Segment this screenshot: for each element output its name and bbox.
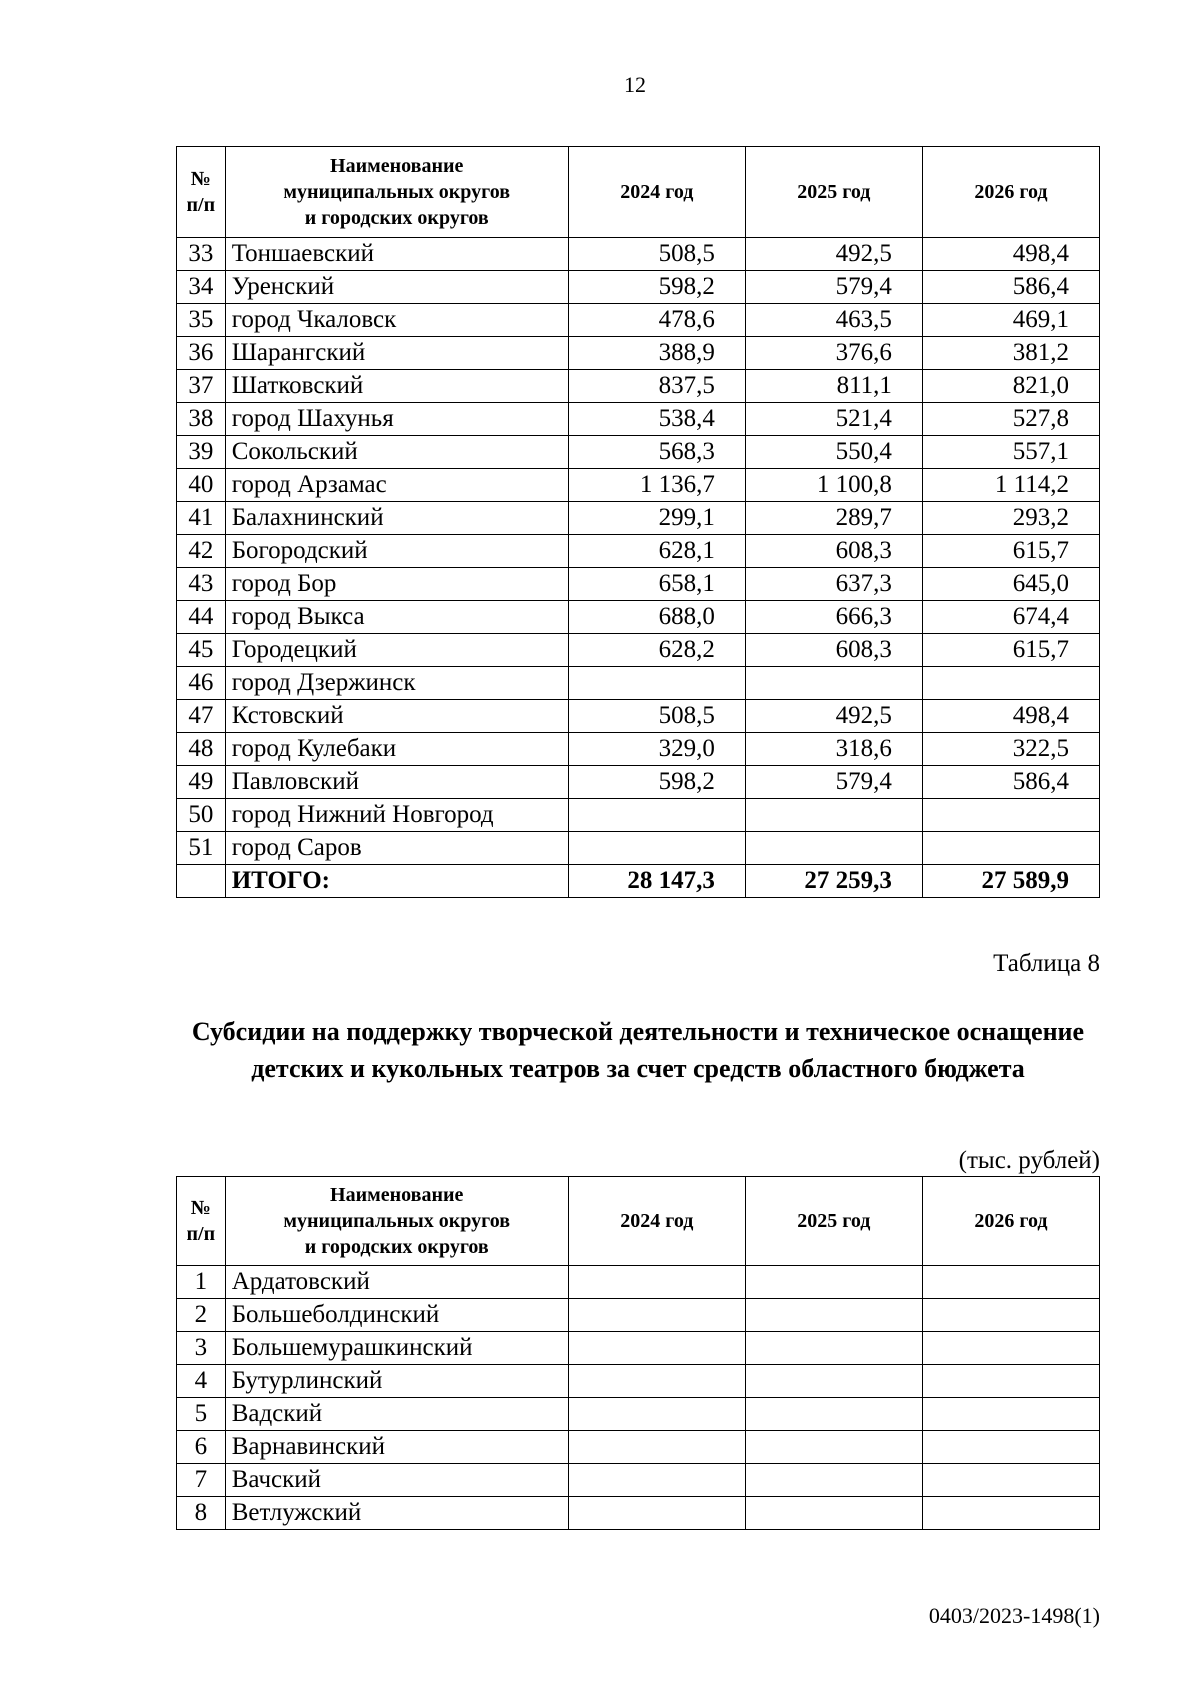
table-row [177, 1299, 1100, 1332]
value-2025 [745, 1266, 922, 1299]
row-number: 35 [177, 304, 226, 337]
row-number: 50 [177, 799, 226, 832]
value-2024: 688,0 [568, 601, 745, 634]
row-number: 47 [177, 700, 226, 733]
total-2024: 28 147,3 [568, 865, 745, 898]
value-2025 [745, 832, 922, 865]
value-2024: 658,1 [568, 568, 745, 601]
row-number: 45 [177, 634, 226, 667]
table-title: Субсидии на поддержку творческой деятельности и техническое оснащение детских и кукольных театров за счет средств областного бюджета [191, 1017, 1085, 1083]
value-2025: 492,5 [745, 238, 922, 271]
value-2025: 463,5 [745, 304, 922, 337]
value-2026: 821,0 [922, 370, 1099, 403]
table-row [177, 535, 1100, 568]
row-number: 43 [177, 568, 226, 601]
table-row [177, 1332, 1100, 1365]
value-2026 [922, 799, 1099, 832]
table-row [177, 271, 1100, 304]
row-number: 42 [177, 535, 226, 568]
value-2026: 674,4 [922, 601, 1099, 634]
municipality-name: Бутурлинский [225, 1365, 568, 1398]
table-row [177, 370, 1100, 403]
row-number: 36 [177, 337, 226, 370]
row-number: 6 [177, 1431, 226, 1464]
table-row [177, 766, 1100, 799]
subsidy-table-continued [176, 146, 1100, 898]
header-number: № п/п [177, 1177, 226, 1266]
row-number: 51 [177, 832, 226, 865]
municipality-name: город Бор [225, 568, 568, 601]
value-2025: 608,3 [745, 535, 922, 568]
header-2024: 2024 год [568, 1177, 745, 1266]
municipality-name: Большемурашкинский [225, 1332, 568, 1365]
header-name: Наименование муниципальных округов и городских округов [225, 147, 568, 238]
value-2025 [745, 1299, 922, 1332]
value-2024 [568, 1431, 745, 1464]
value-2026 [922, 1497, 1099, 1530]
row-number: 40 [177, 469, 226, 502]
table-row [177, 700, 1100, 733]
table-header-row [177, 147, 1100, 238]
value-2025: 318,6 [745, 733, 922, 766]
value-2024: 1 136,7 [568, 469, 745, 502]
municipality-name: город Выкса [225, 601, 568, 634]
total-number-cell [177, 865, 226, 898]
table-row [177, 601, 1100, 634]
value-2025 [745, 799, 922, 832]
value-2026: 1 114,2 [922, 469, 1099, 502]
value-2026: 381,2 [922, 337, 1099, 370]
municipality-name: Богородский [225, 535, 568, 568]
row-number: 1 [177, 1266, 226, 1299]
value-2026: 498,4 [922, 700, 1099, 733]
table-header-row [177, 1177, 1100, 1266]
row-number: 41 [177, 502, 226, 535]
row-number: 44 [177, 601, 226, 634]
municipality-name: город Шахунья [225, 403, 568, 436]
value-2024 [568, 1266, 745, 1299]
value-2024 [568, 667, 745, 700]
row-number: 38 [177, 403, 226, 436]
table-row [177, 799, 1100, 832]
value-2024: 837,5 [568, 370, 745, 403]
table-row [177, 667, 1100, 700]
table-row [177, 238, 1100, 271]
value-2024: 598,2 [568, 766, 745, 799]
municipality-name: Кстовский [225, 700, 568, 733]
table-row [177, 1497, 1100, 1530]
municipality-name: Ветлужский [225, 1497, 568, 1530]
header-2026: 2026 год [922, 1177, 1099, 1266]
row-number: 34 [177, 271, 226, 304]
municipality-name: Варнавинский [225, 1431, 568, 1464]
value-2026: 645,0 [922, 568, 1099, 601]
row-number: 7 [177, 1464, 226, 1497]
table-row [177, 733, 1100, 766]
page-number: 12 [624, 72, 646, 97]
header-name: Наименование муниципальных округов и городских округов [225, 1177, 568, 1266]
value-2026 [922, 1431, 1099, 1464]
value-2026 [922, 1332, 1099, 1365]
table-body [177, 238, 1100, 898]
value-2024: 538,4 [568, 403, 745, 436]
value-2024: 508,5 [568, 238, 745, 271]
table-label: Таблица 8 [993, 950, 1100, 977]
municipality-name: Городецкий [225, 634, 568, 667]
value-2026 [922, 1299, 1099, 1332]
value-2025 [745, 1332, 922, 1365]
table-row [177, 436, 1100, 469]
value-2025: 289,7 [745, 502, 922, 535]
value-2026: 322,5 [922, 733, 1099, 766]
value-2024 [568, 1332, 745, 1365]
value-2024 [568, 832, 745, 865]
value-2026 [922, 1266, 1099, 1299]
value-2025 [745, 1431, 922, 1464]
value-2026 [922, 832, 1099, 865]
header-number: № п/п [177, 147, 226, 238]
municipality-name: Ардатовский [225, 1266, 568, 1299]
header-2025: 2025 год [745, 147, 922, 238]
municipality-name: город Дзержинск [225, 667, 568, 700]
value-2024: 329,0 [568, 733, 745, 766]
value-2026 [922, 1365, 1099, 1398]
row-number: 4 [177, 1365, 226, 1398]
table-row [177, 337, 1100, 370]
value-2026: 527,8 [922, 403, 1099, 436]
table-row [177, 469, 1100, 502]
value-2025: 637,3 [745, 568, 922, 601]
value-2025 [745, 1398, 922, 1431]
value-2024: 508,5 [568, 700, 745, 733]
value-2026: 615,7 [922, 535, 1099, 568]
value-2025 [745, 1464, 922, 1497]
value-2026: 586,4 [922, 271, 1099, 304]
total-2026: 27 589,9 [922, 865, 1099, 898]
value-2025: 608,3 [745, 634, 922, 667]
value-2024 [568, 799, 745, 832]
value-2025: 579,4 [745, 271, 922, 304]
value-2024 [568, 1365, 745, 1398]
total-label: ИТОГО: [225, 865, 568, 898]
table-row [177, 502, 1100, 535]
row-number: 33 [177, 238, 226, 271]
table-row [177, 1365, 1100, 1398]
value-2024: 478,6 [568, 304, 745, 337]
value-2024 [568, 1398, 745, 1431]
value-2026: 615,7 [922, 634, 1099, 667]
municipality-name: Большеболдинский [225, 1299, 568, 1332]
municipality-name: город Чкаловск [225, 304, 568, 337]
value-2025: 666,3 [745, 601, 922, 634]
table-row [177, 568, 1100, 601]
value-2026: 586,4 [922, 766, 1099, 799]
row-number: 49 [177, 766, 226, 799]
value-2025: 811,1 [745, 370, 922, 403]
row-number: 2 [177, 1299, 226, 1332]
row-number: 37 [177, 370, 226, 403]
value-2024: 388,9 [568, 337, 745, 370]
value-2025: 376,6 [745, 337, 922, 370]
document-code: 0403/2023-1498(1) [928, 1603, 1100, 1628]
municipality-name: город Арзамас [225, 469, 568, 502]
value-2026: 557,1 [922, 436, 1099, 469]
row-number: 48 [177, 733, 226, 766]
municipality-name: Шарангский [225, 337, 568, 370]
value-2024: 299,1 [568, 502, 745, 535]
value-2024 [568, 1464, 745, 1497]
total-row [177, 865, 1100, 898]
value-2024 [568, 1497, 745, 1530]
value-2024: 568,3 [568, 436, 745, 469]
table-row [177, 1431, 1100, 1464]
value-2025: 579,4 [745, 766, 922, 799]
value-2025: 492,5 [745, 700, 922, 733]
header-2025: 2025 год [745, 1177, 922, 1266]
value-2024 [568, 1299, 745, 1332]
value-2026: 498,4 [922, 238, 1099, 271]
municipality-name: город Нижний Новгород [225, 799, 568, 832]
value-2025 [745, 667, 922, 700]
total-2025: 27 259,3 [745, 865, 922, 898]
municipality-name: Вадский [225, 1398, 568, 1431]
row-number: 39 [177, 436, 226, 469]
municipality-name: город Саров [225, 832, 568, 865]
value-2025: 1 100,8 [745, 469, 922, 502]
value-2024: 598,2 [568, 271, 745, 304]
table-row [177, 634, 1100, 667]
value-2024: 628,1 [568, 535, 745, 568]
municipality-name: Шатковский [225, 370, 568, 403]
value-2025: 550,4 [745, 436, 922, 469]
theater-subsidy-table [176, 1176, 1100, 1530]
header-2024: 2024 год [568, 147, 745, 238]
table-row [177, 304, 1100, 337]
value-2026 [922, 1464, 1099, 1497]
value-2026 [922, 1398, 1099, 1431]
municipality-name: Балахнинский [225, 502, 568, 535]
row-number: 5 [177, 1398, 226, 1431]
row-number: 3 [177, 1332, 226, 1365]
municipality-name: город Кулебаки [225, 733, 568, 766]
table-row [177, 1464, 1100, 1497]
row-number: 8 [177, 1497, 226, 1530]
municipality-name: Вачский [225, 1464, 568, 1497]
table-row [177, 1398, 1100, 1431]
value-2026: 293,2 [922, 502, 1099, 535]
table-row [177, 832, 1100, 865]
row-number: 46 [177, 667, 226, 700]
table-body [177, 1266, 1100, 1530]
units-label: (тыс. рублей) [958, 1147, 1100, 1174]
municipality-name: Тоншаевский [225, 238, 568, 271]
municipality-name: Сокольский [225, 436, 568, 469]
municipality-name: Павловский [225, 766, 568, 799]
value-2026 [922, 667, 1099, 700]
table-row [177, 1266, 1100, 1299]
value-2024: 628,2 [568, 634, 745, 667]
header-2026: 2026 год [922, 147, 1099, 238]
value-2026: 469,1 [922, 304, 1099, 337]
municipality-name: Уренский [225, 271, 568, 304]
table-row [177, 403, 1100, 436]
value-2025 [745, 1365, 922, 1398]
value-2025: 521,4 [745, 403, 922, 436]
value-2025 [745, 1497, 922, 1530]
